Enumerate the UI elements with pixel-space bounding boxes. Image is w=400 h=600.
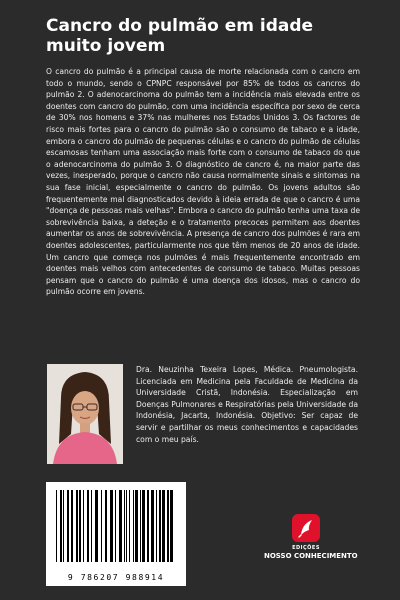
book-description: O cancro do pulmão é a principal causa de morte relacionada com o cancro em todo o mundo, sendo o CPNPC responsável por 85% de todos os cancros do pulmão 2. O adenocarcinoma do pulmão tem a incidência mais elevada entre os doentes com cancro do pulmão, com uma incidência específica por sexo de cerca de 30% nos homens e 37% nas mulheres nos Estados Unidos 3. Os factores de risco mais fortes para o cancro do pulmão são o consumo de tabaco e a idade, embora o cancro do pulmão de pequenas células e o cancro do pulmão de células escamosas tenham uma associação mais forte com o consumo de tabaco do que o adenocarcinoma do pulmão 3. O diagnóstico de cancro é, na maior parte das vezes, inesperado, porque o cancro não causa normalmente sinais e sintomas na sua fase inicial, especialmente o cancro do pulmão. Os jovens adultos são frequentemente mal diagnosticados devido à ideia errada de que o cancro é uma "doença de pessoas mais velhas". Embora o cancro do pulmão tenha uma taxa de sobrevivência baixa, a deteção e o tratamento precoces permitem aos doentes aumentar os anos de sobrevivência. A presença de cancro dos pulmões é rara em doentes adolescentes, particularmente nos que têm menos de 20 anos de idade. Um cancro que começa nos pulmões é mais frequentemente encontrado em doentes mais velhos com antecedentes de consumo de tabaco. Muitas pessoas pensam que o cancro do pulmão é uma doença dos idosos, mas o cancro do pulmão ocorre em jovens. [46,67,360,297]
barcode-bars [46,482,186,572]
publisher-logo-icon [292,514,320,542]
publisher-line-1: EDIÇÕES [292,545,320,551]
isbn-digits: 9 786207 988914 [67,573,165,582]
author-bio: Dra. Neuzinha Texeira Lopes, Médica. Pneumologista. Licenciada em Medicina pela Faculdade de Medicina da Universidade Cristã, Indonésia. Especialização em Doenças Pulmonares e Respiratórias pela Universidade da Indonésia, Jacarta, Indonésia. Objetivo: Ser capaz de servir e partilhar os meus conhecimentos e capacidades com o meu país. [136,365,358,444]
publisher-block [264,514,358,560]
isbn-barcode [46,482,186,586]
book-title: Cancro do pulmão em idade muito jovem [46,16,314,56]
publisher-line-2: NOSSO CONHECIMENTO [264,552,358,560]
author-photo [47,364,123,464]
